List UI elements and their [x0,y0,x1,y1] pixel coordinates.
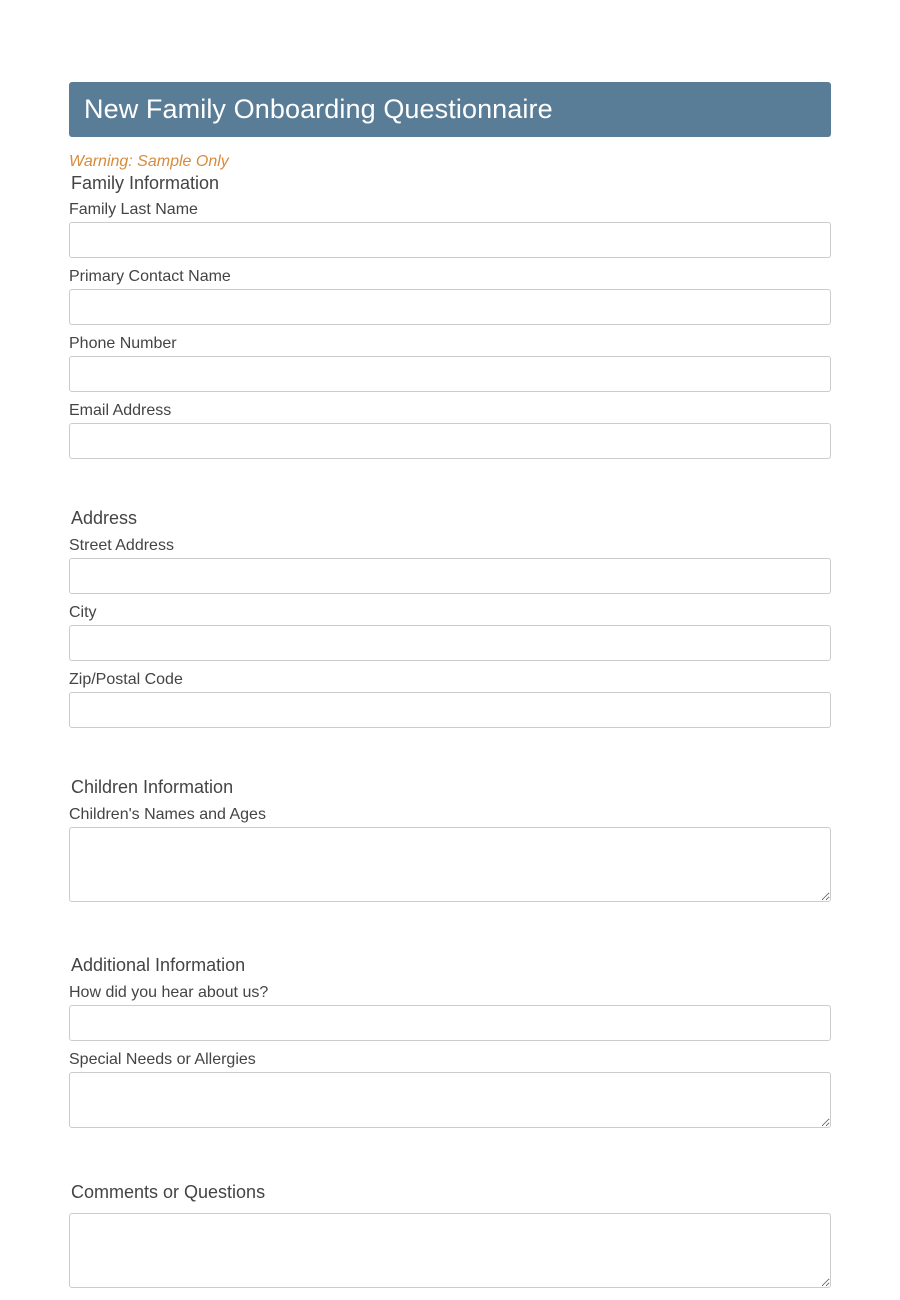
city-input[interactable] [69,625,831,661]
street-address-input[interactable] [69,558,831,594]
field-street-address [69,537,831,594]
section-title-comments: Comments or Questions [71,1182,266,1202]
form-title: New Family Onboarding Questionnaire [84,94,553,124]
form-header [69,82,831,137]
field-family-last-name [69,201,831,258]
sample-warning: Warning: Sample Only [69,153,229,170]
questionnaire-form [69,82,831,1288]
phone-number-input[interactable] [69,356,831,392]
comments-textarea[interactable] [69,1213,831,1288]
family-last-name-input[interactable] [69,222,831,258]
children-names-ages-label: Children's Names and Ages [69,806,266,823]
field-children-names-ages [69,806,831,902]
children-names-ages-textarea[interactable] [69,827,831,902]
field-special-needs [69,1051,831,1128]
referral-source-label: How did you hear about us? [69,984,269,1001]
email-address-label: Email Address [69,402,172,419]
field-email-address [69,402,831,459]
section-title-additional: Additional Information [71,955,246,975]
referral-source-input[interactable] [69,1005,831,1041]
section-title-family: Family Information [71,173,220,193]
zip-postal-code-label: Zip/Postal Code [69,671,183,688]
special-needs-label: Special Needs or Allergies [69,1051,256,1068]
field-zip-postal-code [69,671,831,728]
primary-contact-name-label: Primary Contact Name [69,268,231,285]
field-phone-number [69,335,831,392]
field-comments [69,1213,831,1288]
family-last-name-label: Family Last Name [69,201,198,218]
city-label: City [69,604,97,621]
field-primary-contact-name [69,268,831,325]
field-city [69,604,831,661]
special-needs-textarea[interactable] [69,1072,831,1128]
section-title-address: Address [71,508,138,528]
phone-number-label: Phone Number [69,335,177,352]
zip-postal-code-input[interactable] [69,692,831,728]
section-title-children: Children Information [71,777,234,797]
primary-contact-name-input[interactable] [69,289,831,325]
street-address-label: Street Address [69,537,174,554]
field-referral-source [69,984,831,1041]
email-address-input[interactable] [69,423,831,459]
